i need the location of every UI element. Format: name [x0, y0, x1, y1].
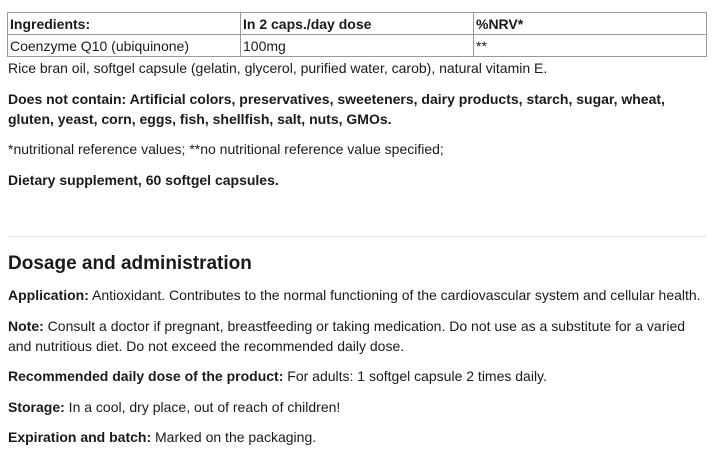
note-text: Consult a doctor if pregnant, breastfeeding or taking medication. Do not use as a substitute for a varied and nutritious diet. Do not exceed the recommended daily dose.	[8, 318, 686, 354]
recommended-dose-text: For adults: 1 softgel capsule 2 times daily.	[283, 368, 547, 384]
section-divider	[8, 236, 707, 237]
expiration-paragraph	[8, 427, 708, 447]
recommended-dose-paragraph	[8, 366, 708, 386]
does-not-contain-text: Artificial colors, preservatives, sweeteners, dairy products, starch, sugar, wheat, gluten, yeast, corn, eggs, fish, shellfish, salt, nuts, GMOs.	[8, 91, 665, 127]
header-ingredients: Ingredients:	[8, 13, 241, 35]
storage-paragraph	[8, 397, 708, 417]
storage-label: Storage:	[8, 399, 65, 415]
cell-nrv-value: **	[474, 35, 707, 57]
expiration-text: Marked on the packaging.	[151, 429, 317, 445]
footnote-text: *nutritional reference values; **no nutritional reference value specified;	[8, 141, 444, 157]
does-not-contain-paragraph	[8, 89, 708, 129]
table-header-row	[8, 13, 707, 35]
application-label: Application:	[8, 287, 89, 303]
header-dose: In 2 caps./day dose	[241, 13, 474, 35]
cell-ingredient-name: Coenzyme Q10 (ubiquinone)	[8, 35, 241, 57]
recommended-dose-label: Recommended daily dose of the product:	[8, 368, 284, 384]
dosage-heading: Dosage and administration	[8, 253, 252, 274]
cell-dose-amount: 100mg	[241, 35, 474, 57]
note-label: Note:	[8, 318, 44, 334]
header-nrv: %NRV*	[474, 13, 707, 35]
ingredients-table	[7, 12, 707, 57]
storage-text: In a cool, dry place, out of reach of children!	[64, 399, 341, 415]
expiration-label: Expiration and batch:	[8, 429, 152, 445]
table-row	[8, 35, 707, 57]
note-paragraph	[8, 316, 708, 356]
supplement-info-text: Dietary supplement, 60 softgel capsules.	[8, 172, 279, 188]
other-ingredients-text: Rice bran oil, softgel capsule (gelatin, glycerol, purified water, carob), natural vitamin E.	[8, 60, 548, 76]
application-paragraph	[8, 285, 708, 305]
does-not-contain-label: Does not contain:	[8, 91, 127, 107]
application-text: Antioxidant. Contributes to the normal functioning of the cardiovascular system and cellular health.	[88, 287, 701, 303]
